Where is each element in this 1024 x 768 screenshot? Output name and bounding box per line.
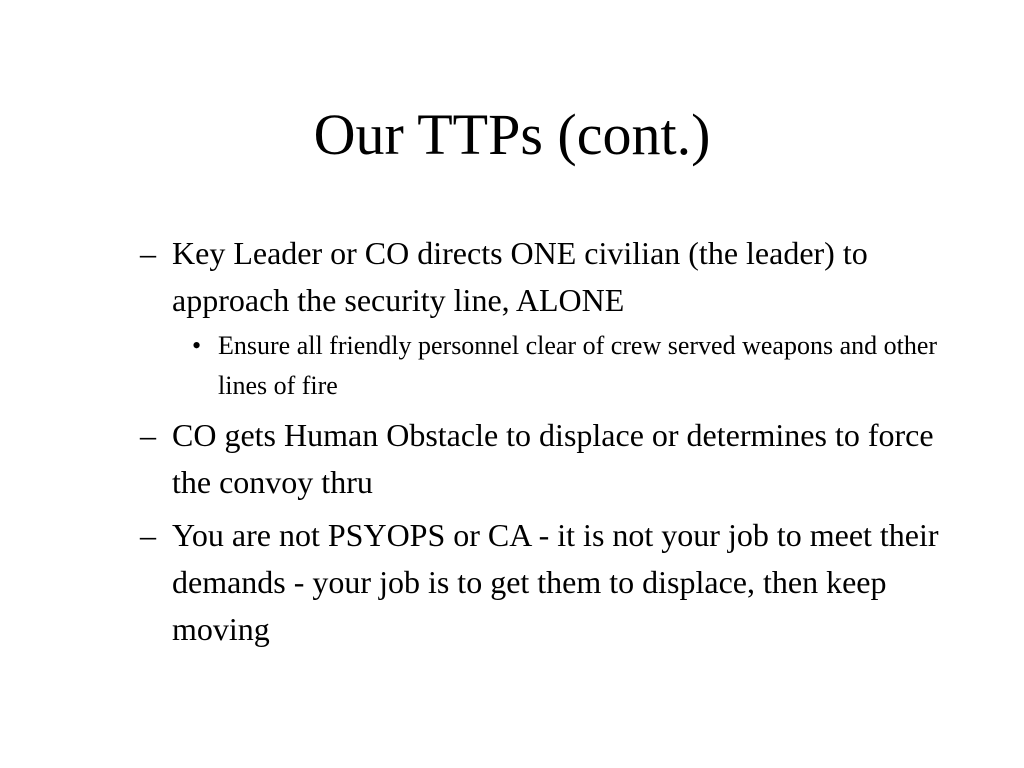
- bullet-text: You are not PSYOPS or CA - it is not your job to meet their demands - your job is to get them to displace, then keep moving: [172, 517, 939, 647]
- bullet-item-2: [140, 412, 940, 506]
- dash-marker: –: [140, 235, 156, 271]
- sub-bullet-text: Ensure all friendly personnel clear of crew served weapons and other lines of fire: [218, 331, 938, 400]
- bullet-item-3: [140, 512, 940, 653]
- bullet-text: CO gets Human Obstacle to displace or determines to force the convoy thru: [172, 417, 934, 500]
- bullet-list: [140, 230, 940, 659]
- sub-bullet-item-1: [172, 326, 940, 406]
- bullet-item-1: [140, 230, 940, 406]
- sub-bullet-list: [172, 326, 940, 406]
- dot-marker: •: [192, 331, 202, 360]
- dash-marker: –: [140, 417, 156, 453]
- bullet-text: Key Leader or CO directs ONE civilian (the leader) to approach the security line, ALONE: [172, 235, 868, 318]
- dash-marker: –: [140, 517, 156, 553]
- slide-title: Our TTPs (cont.): [313, 102, 711, 167]
